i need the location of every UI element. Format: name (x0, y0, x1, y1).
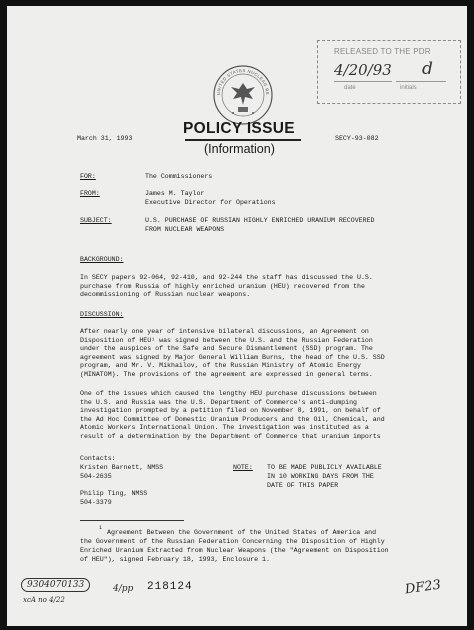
paragraph-line: decommissioning of Russian nuclear weapons. (80, 291, 251, 299)
paragraph-line: the U.S. and Russia was the U.S. Department of Commerce's anti-dumping (80, 398, 357, 406)
contacts-label: Contacts: (80, 455, 116, 462)
stamp-initial: d (422, 59, 433, 79)
subject-label: SUBJECT: (80, 217, 112, 224)
contact-phone-2: 504-3379 (80, 499, 112, 506)
subject-value-line-2: FROM NUCLEAR WEAPONS (145, 226, 225, 233)
footnote-marker: 1 (99, 525, 103, 531)
contact-name-2: Philip Ting, NMSS (80, 490, 148, 497)
note-line-1: TO BE MADE PUBLICLY AVAILABLE (267, 464, 382, 471)
subject-value-line-1: U.S. PURCHASE OF RUSSIAN HIGHLY ENRICHED URANIUM RECOVERED (145, 217, 375, 224)
stamp-initials-line (396, 81, 446, 82)
stamp-title: RELEASED TO THE PDR (334, 47, 431, 56)
footnote-line-2: the Government of the Russian Federation Concerning the Disposition of Highly (80, 538, 385, 545)
paragraph-line: (MINATOM). The provisions of the agreement are expressed in general terms. (80, 370, 373, 378)
policy-issue-subtitle: (Information) (204, 142, 275, 156)
paragraph-line: investigation prompted by a petition filed on November 8, 1991, on behalf of (80, 407, 381, 415)
document-page (7, 6, 467, 626)
for-value: The Commissioners (145, 173, 213, 180)
note-line-3: DATE OF THIS PAPER (267, 482, 339, 489)
contact-name-1: Kristen Barnett, NMSS (80, 464, 164, 471)
svg-text:UNITED STATES NUCLEAR REGULATO: UNITED STATES NUCLEAR RE (215, 67, 271, 96)
paragraph-line: One of the issues which caused the lengthy HEU purchase discussions between (80, 390, 377, 397)
paragraph-line: under the auspices of the Safe and Secure Dismantlement (SSD) program. The (80, 345, 373, 353)
note-line-2: IN 10 WORKING DAYS FROM THE (267, 473, 374, 480)
document-number: 218124 (147, 581, 193, 593)
nrc-seal-logo (211, 63, 275, 127)
footnote-line-4: of HEU"), signed February 18, 1993, Enclosure 1. (80, 556, 270, 563)
paragraph-line: Disposition of HEU¹ was signed between the U.S. and the Russian Federation (80, 336, 373, 344)
handwritten-box-number: 9304070133 (21, 578, 90, 592)
stamp-date: 4/20/93 (334, 61, 392, 79)
handwritten-note-mid: 4/pp (113, 584, 134, 594)
contact-phone-1: 504-2635 (80, 473, 112, 480)
handwritten-initials-right: DF23 (404, 577, 442, 598)
background-paragraph (80, 274, 373, 300)
policy-issue-title: POLICY ISSUE (183, 120, 295, 137)
paragraph-line: result of a determination by the Department of Commerce that uranium imports (80, 432, 381, 440)
paragraph-line: the Ad Hoc Committee of Domestic Uranium Producers and the Oil, Chemical, and (80, 415, 385, 423)
discussion-paragraph-2 (80, 390, 385, 442)
from-value-title: Executive Director for Operations (145, 199, 276, 206)
from-label: FROM: (80, 190, 100, 197)
footnote-line-1: Agreement Between the Government of the United States of America and (107, 529, 377, 536)
footnote-rule (80, 520, 184, 521)
note-label: NOTE: (233, 464, 253, 471)
footnote-line-3: Enriched Uranium Extracted from Nuclear Weapons (the "Agreement on Disposition (80, 547, 389, 554)
stamp-date-label: date (344, 85, 356, 91)
handwritten-note-left: xcA no 4/22 (23, 596, 65, 604)
title-rule (185, 139, 301, 141)
from-value-name: James M. Taylor (145, 190, 205, 197)
discussion-paragraph-1 (80, 328, 385, 380)
stamp-initials-label: initials (400, 85, 417, 91)
paragraph-line: In SECY papers 92-064, 92-410, and 92-244 the staff has discussed the U.S. (80, 274, 373, 281)
paragraph-line: purchase from Russia of highly enriched uranium (HEU) recovered from the (80, 282, 365, 290)
paragraph-line: agreement was signed by Major General William Burns, the head of the U.S. SSD (80, 353, 385, 361)
document-date: March 31, 1993 (77, 135, 133, 142)
release-stamp (317, 40, 461, 104)
paragraph-line: After nearly one year of intensive bilateral discussions, an Agreement on (80, 328, 369, 335)
stamp-date-line (334, 81, 392, 82)
secy-number: SECY-93-082 (335, 135, 379, 142)
background-heading: BACKGROUND: (80, 256, 124, 263)
paragraph-line: Atomic Workers International Union. The investigation was instituted as a (80, 424, 369, 432)
for-label: FOR: (80, 173, 96, 180)
discussion-heading: DISCUSSION: (80, 311, 124, 318)
paragraph-line: program, and Mr. V. Mikhailov, of the Russian Ministry of Atomic Energy (80, 362, 361, 370)
